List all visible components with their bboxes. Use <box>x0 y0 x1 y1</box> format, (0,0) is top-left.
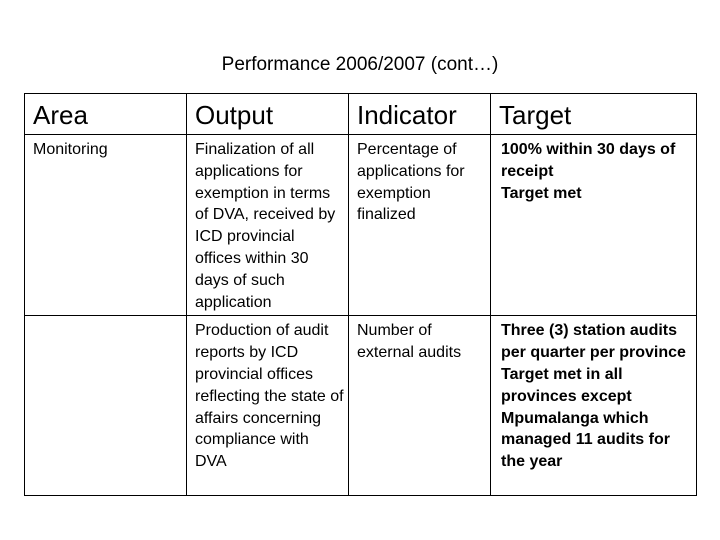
header-target: Target <box>491 94 697 135</box>
cell-target <box>491 135 697 316</box>
performance-table <box>24 93 697 496</box>
header-output: Output <box>187 94 349 135</box>
target-text: 100% within 30 days of receipt <box>501 141 676 180</box>
cell-indicator: Percentage of applications for exemption finalized <box>349 135 491 316</box>
target-status: Target met <box>501 184 582 202</box>
cell-output: Production of audit reports by ICD provincial offices reflecting the state of affairs concerning compliance with DVA <box>187 316 349 496</box>
header-indicator: Indicator <box>349 94 491 135</box>
slide-title: Performance 2006/2007 (cont…) <box>221 54 499 75</box>
cell-target <box>491 316 697 496</box>
table-row <box>25 135 697 316</box>
table-header-row <box>25 94 697 135</box>
target-status: Target met in all provinces except Mpumalanga which managed 11 audits for the year <box>501 365 670 471</box>
target-text: Three (3) station audits per quarter per province <box>501 322 686 362</box>
cell-area <box>25 316 187 496</box>
cell-area: Monitoring <box>25 135 187 316</box>
header-area: Area <box>25 94 187 135</box>
cell-output: Finalization of all applications for exemption in terms of DVA, received by ICD provincial offices within 30 days of such application <box>187 135 349 316</box>
cell-indicator: Number of external audits <box>349 316 491 496</box>
table-row <box>25 316 697 496</box>
